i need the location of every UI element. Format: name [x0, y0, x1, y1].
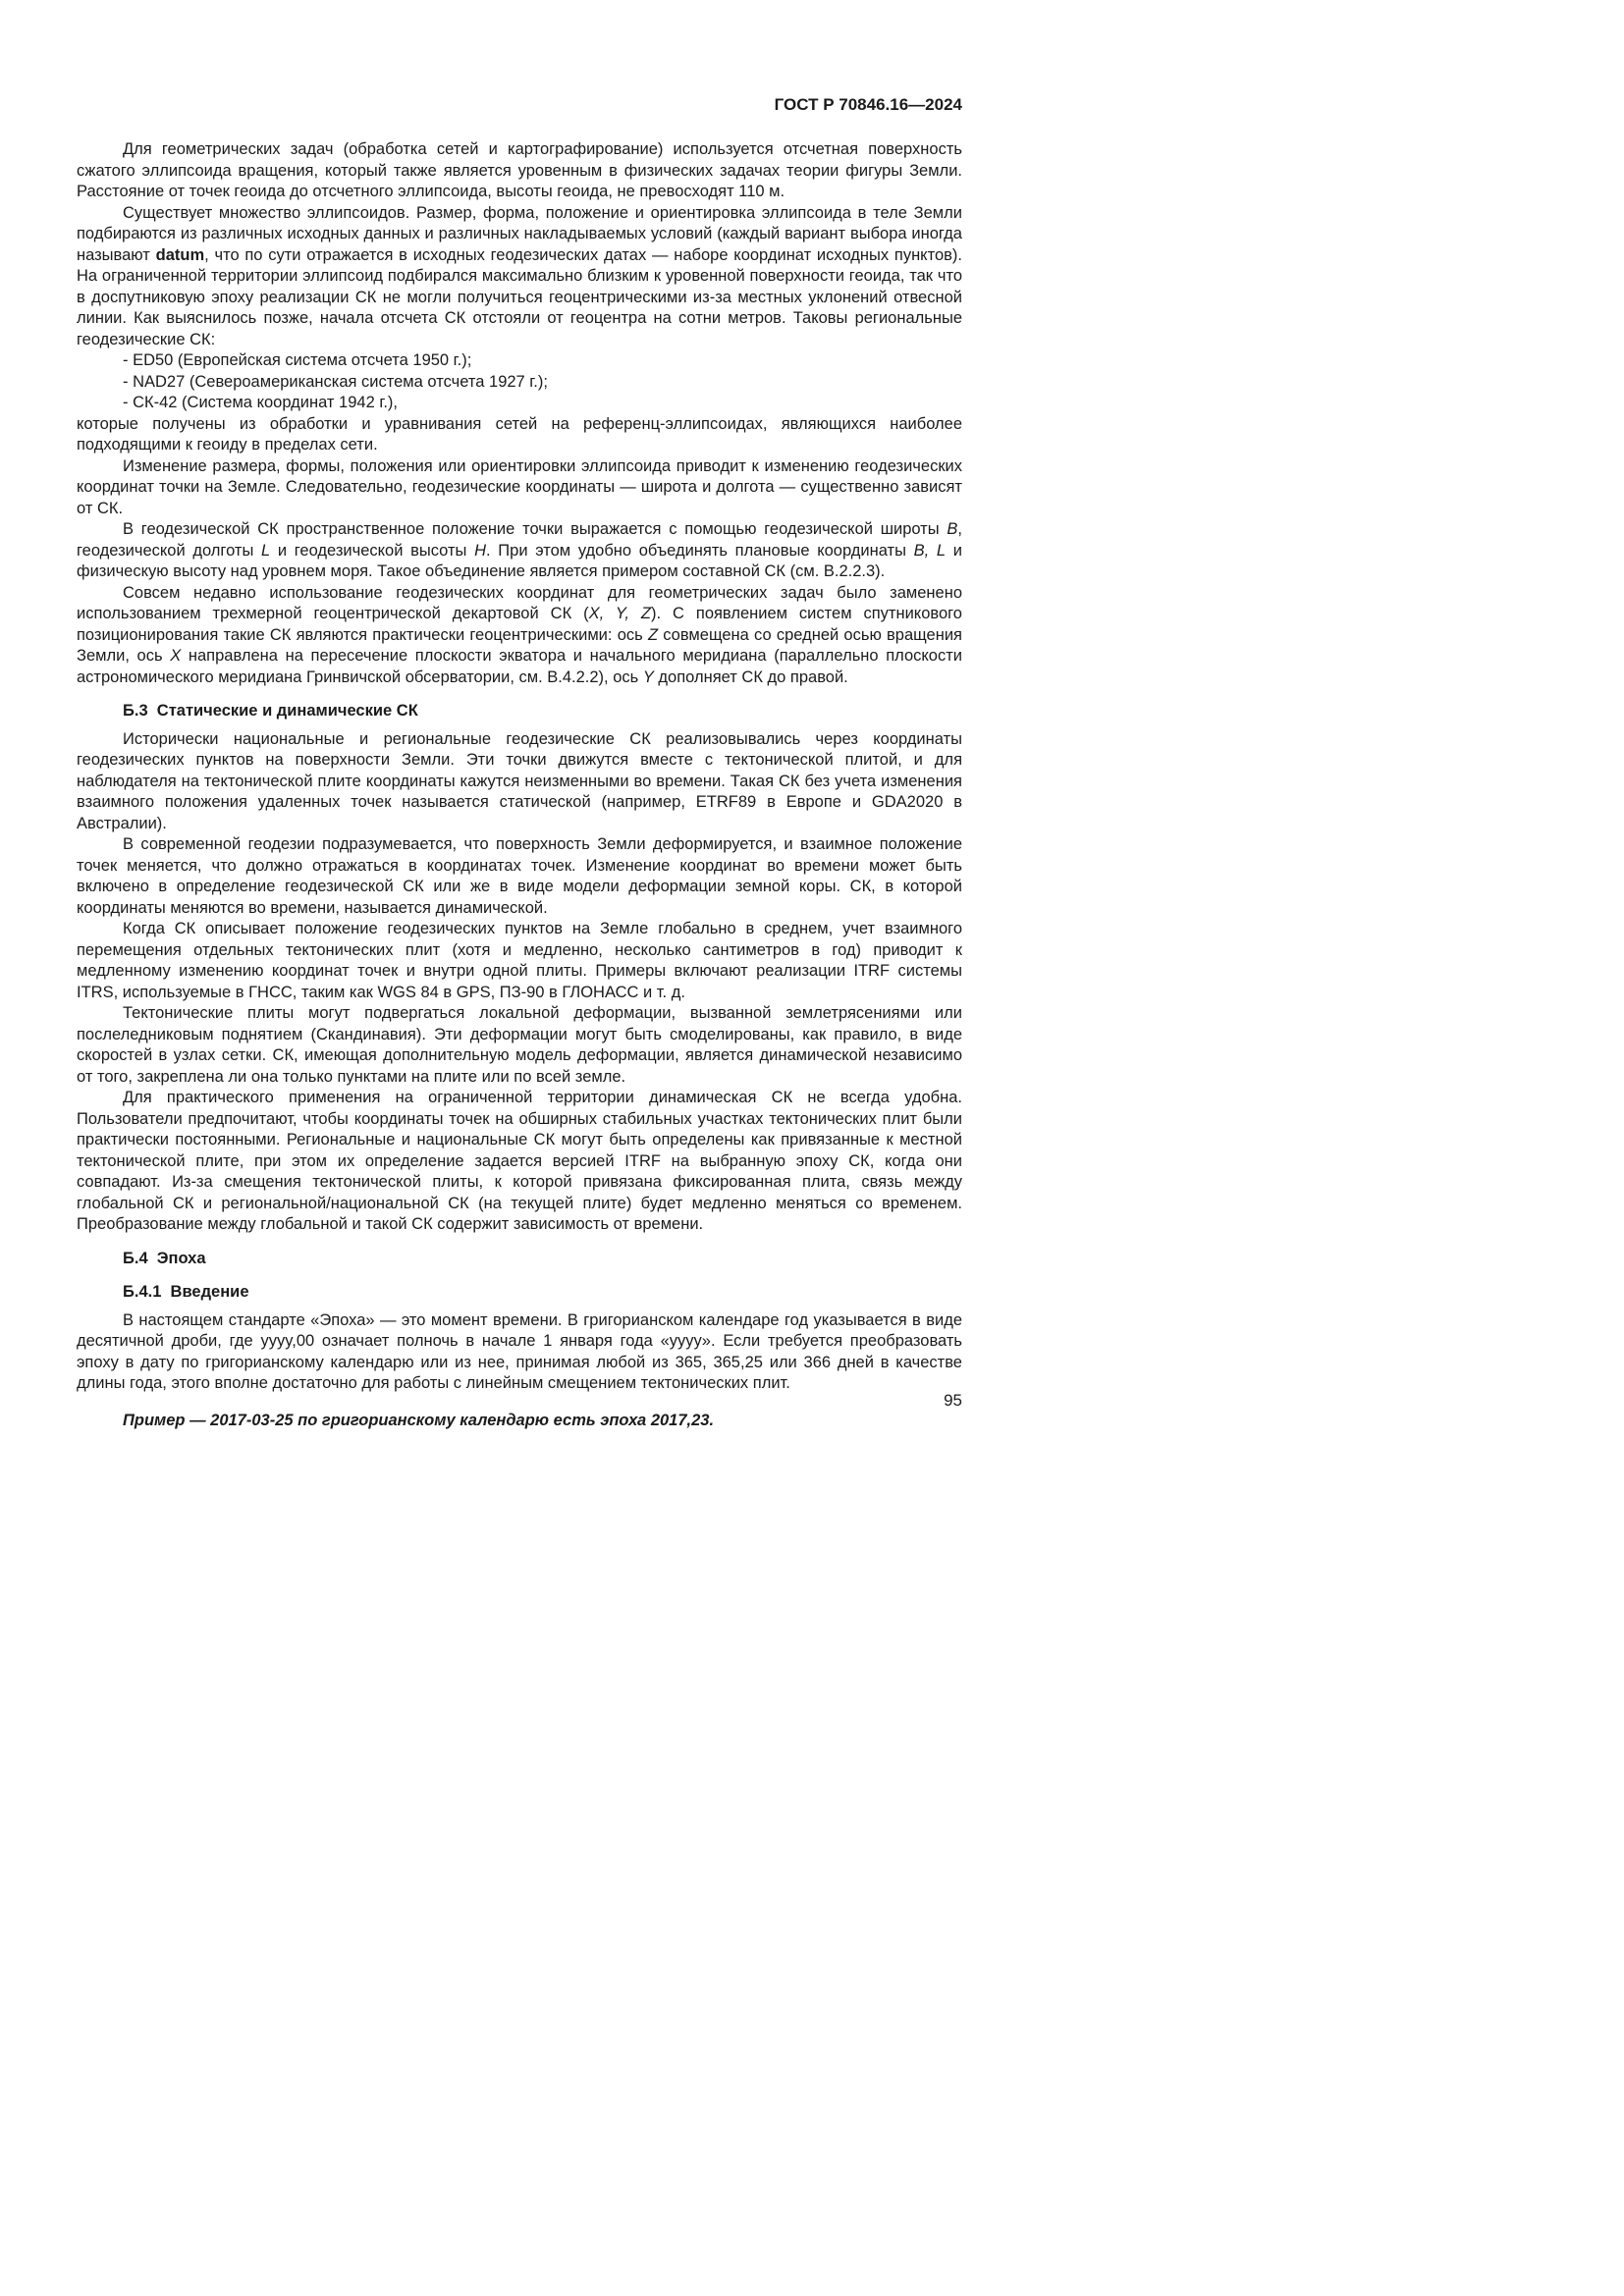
text-segment: ). С появлением систем спутникового позиционирования такие СК являются практически геоцентрическими: ось — [77, 605, 962, 644]
text-segment: Изменение размера, формы, положения или ориентировки эллипсоида приводит к изменению геодезических координат точки на Земле. Следовательно, геодезические координаты — широта и долгота — существенно зависят от СК. — [77, 456, 962, 517]
text-segment: Б.3 Статические и динамические СК — [123, 702, 418, 720]
text-segment: datum — [155, 245, 205, 264]
text-segment: - ED50 (Европейская система отсчета 1950 г.); — [123, 351, 472, 369]
paragraph — [77, 203, 962, 351]
paragraph — [77, 139, 962, 203]
paragraph — [77, 834, 962, 919]
paragraph — [77, 919, 962, 1003]
paragraph — [77, 519, 962, 583]
text-segment: , что по сути отражается в исходных геодезических датах — наборе координат исходных пунктов). На ограниченной территории эллипсоид подбирался максимально близким к уровенной поверхности геоида, так что в доспутниковую эпоху реализации СК не могли получиться геоцентрическими из-за местных уклонений отвесной линии. Как выяснилось позже, начала отсчета СК отстояли от геоцентра на сотни метров. Таковы региональные геодезические СК: — [77, 245, 962, 348]
example — [77, 1411, 962, 1432]
text-segment: В настоящем стандарте «Эпоха» — это момент времени. В григорианском календаре год указывается в виде десятичной дроби, где yyyy,00 означает полночь в начале 1 января года «yyyy». Если требуется преобразовать эпоху в дату по григорианскому календарю или из нее, принимая любой из 365, 365,25 или 366 дней в качестве длины года, этого вполне достаточно для работы с линейным смещением тектонических плит. — [77, 1310, 962, 1392]
paragraph — [77, 1088, 962, 1236]
text-segment: и физическую высоту над уровнем моря. Такое объединение является примером составной СК (см. В.2.2.3). — [77, 541, 962, 580]
text-segment: Тектонические плиты могут подвергаться локальной деформации, вызванной землетрясениями или послеледниковым поднятием (Скандинавия). Эти деформации могут быть смоделированы, как правило, в виде скоростей в узлах сетки. СК, имеющая дополнительную модель деформации, является динамической независимо от того, закреплена ли она только пунктами на плите или по всей земле. — [77, 1004, 962, 1086]
heading — [77, 1249, 962, 1270]
text-segment: - NAD27 (Североамериканская система отсчета 1927 г.); — [123, 372, 548, 391]
text-segment: и геодезической высоты — [270, 541, 475, 560]
paragraph — [77, 414, 962, 456]
text-segment: Для практического применения на ограниченной территории динамическая СК не всегда удобна. Пользователи предпочитают, чтобы координаты точек на обширных стабильных участках тектонических плит были практически постоянными. Региональные и национальные СК могут быть определены как привязанные к местной тектонической плите, при этом их определение задается версией ITRF на выбранную эпоху СК, когда они совпадают. Из-за смещения тектонической плиты, к которой привязана фиксированная плита, связь между глобальной СК и региональной/национальной СК (на текущей плите) будет медленно меняться со временем. Преобразование между глобальной и такой СК содержит зависимость от времени. — [77, 1089, 962, 1233]
text-segment: Исторически национальные и региональные геодезические СК реализовывались через координаты геодезических пунктов на поверхности Земли. Эти точки движутся вместе с тектонической плитой, и для наблюдателя на тектонической плите координаты кажутся неизменными во времени. Такая СК без учета изменения взаимного положения удаленных точек называется статической (например, ETRF89 в Европе и GDA2020 в Австралии). — [77, 729, 962, 832]
text-segment: В геодезической СК пространственное положение точки выражается с помощью геодезической широты — [123, 520, 947, 538]
text-segment: B, L — [913, 541, 947, 560]
text-segment: Пример — 2017-03-25 по григорианскому календарю есть эпоха 2017,23. — [123, 1411, 715, 1429]
text-segment: , геодезической долготы — [77, 520, 962, 560]
page-header — [77, 94, 962, 115]
text-segment: X — [170, 647, 182, 665]
text-segment: Совсем недавно использование геодезических координат для геометрических задач было заменено использованием трехмерной геоцентрической декартовой СК ( — [77, 583, 962, 622]
text-segment: Z — [647, 625, 659, 644]
text-segment: совмещена со средней осью вращения Земли, ось — [77, 625, 962, 665]
paragraph — [77, 583, 962, 689]
list-item — [77, 393, 962, 414]
paragraph — [77, 729, 962, 835]
list-item — [77, 350, 962, 372]
paragraph — [77, 1310, 962, 1395]
text-segment: Существует множество эллипсоидов. Размер, форма, положение и ориентировка эллипсоида в теле Земли подбираются из различных исходных данных и различных накладываемых условий (каждый вариант выбора иногда называют — [77, 203, 962, 264]
text-segment: Для геометрических задач (обработка сетей и картографирование) используется отсчетная поверхность сжатого эллипсоида вращения, который также является уровенным в физических задачах теории фигуры Земли. Расстояние от точек геоида до отсчетного эллипсоида, высоты геоида, не превосходят 110 м. — [77, 140, 962, 200]
text-segment: - СК-42 (Система координат 1942 г.), — [123, 394, 398, 411]
paragraph — [77, 1003, 962, 1088]
text-segment: дополняет СК до правой. — [653, 667, 848, 686]
text-segment: Б.4 Эпоха — [123, 1249, 206, 1267]
page-footer — [77, 1390, 962, 1411]
text-segment: H — [474, 541, 487, 560]
text-segment: В современной геодезии подразумевается, что поверхность Земли деформируется, и взаимное положение точек меняется, что должно отражаться в координатах точек. Изменение координат во времени может быть включено в определение геодезической СК или же в виде модели деформации земной коры. СК, в которой координаты меняются во времени, называется динамической. — [77, 835, 962, 917]
heading — [77, 1282, 962, 1304]
text-segment: Y — [642, 667, 654, 686]
text-segment: Б.4.1 Введение — [123, 1283, 249, 1301]
page-number: 95 — [944, 1391, 962, 1410]
text-segment: которые получены из обработки и уравнивания сетей на референц-эллипсоидах, являющихся наиболее подходящими к геоиду в пределах сети. — [77, 414, 962, 454]
document-code: ГОСТ Р 70846.16—2024 — [774, 95, 962, 114]
document-body — [77, 139, 962, 1431]
heading — [77, 701, 962, 722]
list-item — [77, 372, 962, 394]
text-segment: . При этом удобно объединять плановые координаты — [486, 541, 914, 560]
text-segment: Когда СК описывает положение геодезических пунктов на Земле глобально в среднем, учет взаимного перемещения отдельных тектонических плит (хотя и медленно, несколько сантиметров в год) приводит к медленному изменению координат точек и внутри одной плиты. Примеры включают реализации ITRF системы ITRS, используемые в ГНСС, таким как WGS 84 в GPS, ПЗ-90 в ГЛОНАСС и т. д. — [77, 920, 962, 1001]
text-segment: L — [261, 541, 271, 560]
paragraph — [77, 456, 962, 520]
text-segment: направлена на пересечение плоскости экватора и начального меридиана (параллельно плоскости астрономического меридиана Гринвичской обсерватории, см. В.4.2.2), ось — [77, 647, 963, 686]
text-segment: X, Y, Z — [588, 605, 651, 622]
text-segment: B — [947, 520, 958, 538]
